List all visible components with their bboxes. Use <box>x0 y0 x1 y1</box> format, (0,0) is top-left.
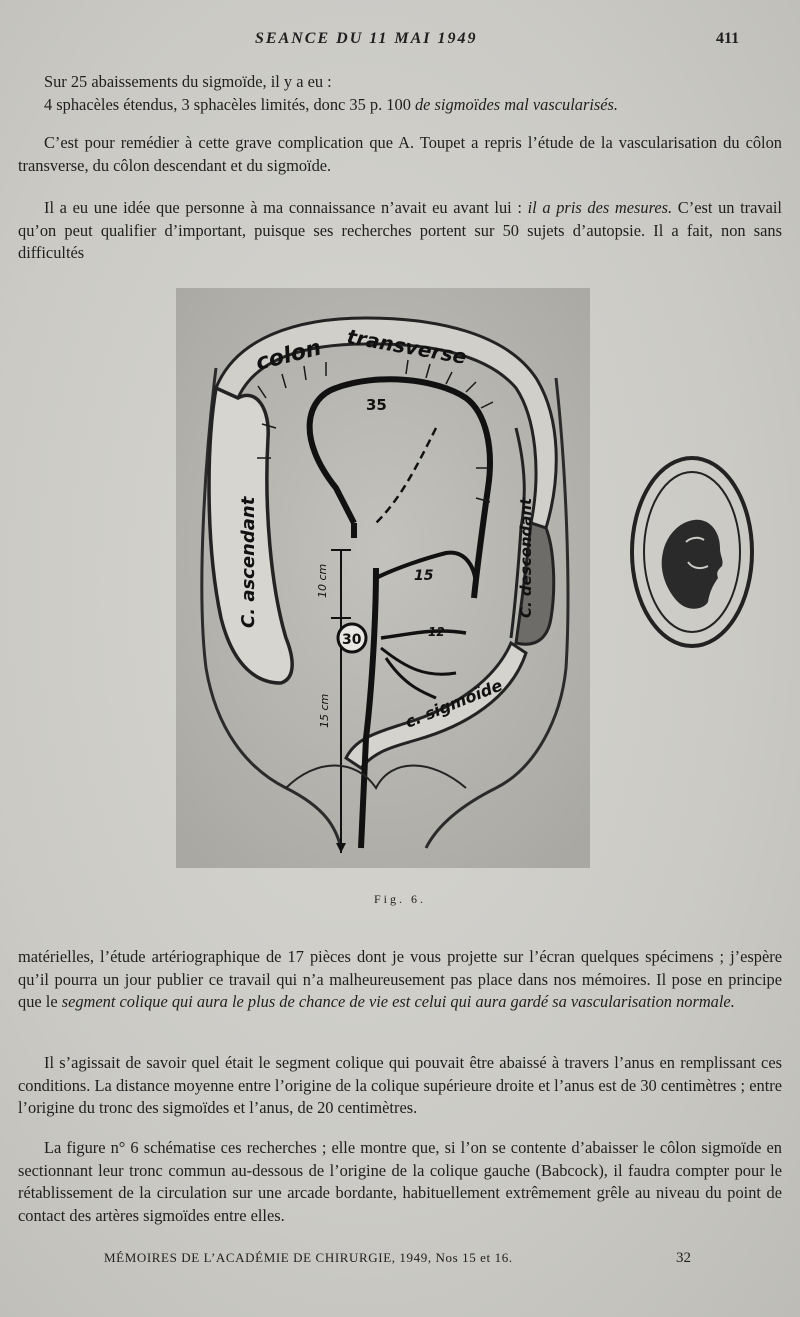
figure-caption: Fig. 6. <box>373 892 426 906</box>
label-35: 35 <box>366 396 387 414</box>
colon-vascular-diagram <box>176 288 590 868</box>
paragraph-4-italic: segment colique qui aura le plus de chance de vie est celui qui aura gardé sa vascularisation normale. <box>61 992 735 1012</box>
paragraph-3 <box>18 197 782 265</box>
page-footer <box>0 1250 800 1272</box>
library-stamp <box>628 452 756 652</box>
intro-line-2: 4 sphacèles étendus, 3 sphacèles limités, donc 35 p. 100 <box>44 94 415 114</box>
intro-line-1: Sur 25 abaissements du sigmoïde, il y a eu : <box>44 72 332 91</box>
paragraph-6-text: La figure n° 6 schématise ces recherches ; elle montre que, si l’on se contente d’abaisser le côlon sigmoïde en sectionnant leur tronc commun au-dessous de l’origine de la colique gauche (Babcock), il faudra compter pour le rétablissement de la circulation sur une arcade bordante, habituellement extrêmement grêle au niveau du point de contact des artères sigmoïdes entre elles. <box>18 1138 782 1225</box>
label-30: 30 <box>342 632 362 648</box>
running-header <box>0 30 800 52</box>
label-transverse: transverse <box>345 324 469 369</box>
footer-text: MÉMOIRES DE L’ACADÉMIE DE CHIRURGIE, 1949, Nos 15 et 16. <box>104 1250 513 1265</box>
paragraph-5 <box>18 1052 782 1120</box>
paragraph-2 <box>18 132 782 177</box>
paragraph-6 <box>18 1137 782 1227</box>
figure-6-diagram <box>176 288 590 868</box>
label-sigmoide: c. sigmoïde <box>402 675 506 732</box>
paragraph-3-text-b: C’est un travail qu’on peut qualifier d’important, puisque ses recherches portent sur 50 sujets d’autopsie. Il a fait, non sans difficultés <box>18 198 782 263</box>
page-number: 411 <box>716 30 740 47</box>
paragraph-5-text: Il s’agissait de savoir quel était le segment colique qui pouvait être abaissé à travers l’anus en remplissant ces conditions. La distance moyenne entre l’origine de la colique supérieure droite et l’anus est de 30 centimètres ; entre l’origine du tronc des sigmoïdes et l’anus, de 20 centimètres. <box>18 1053 782 1118</box>
label-15cm: 15 cm <box>318 693 331 728</box>
paragraph-2-text: C’est pour remédier à cette grave complication que A. Toupet a repris l’étude de la vascularisation du côlon transverse, du côlon descendant et du sigmoïde. <box>18 133 782 175</box>
paragraph-4 <box>18 946 782 1014</box>
stamp-profile-icon <box>662 520 723 609</box>
paragraph-4-text: matérielles, l’étude artériographique de 17 pièces dont je vous projette sur l’écran quelques spécimens ; j’espère qu’il pourra un jour publier ce travail qui n’a malheureusement pas place dans nos mémoires. Il pose en principe que le <box>18 947 782 1012</box>
label-15: 15 <box>414 568 434 584</box>
label-ascendant: C. ascendant <box>238 496 259 628</box>
label-10cm: 10 cm <box>316 563 329 598</box>
label-descendant: C. descendant <box>517 497 535 618</box>
paragraph-intro <box>18 71 782 116</box>
label-12: 12 <box>428 625 445 639</box>
paragraph-3-italic: il a pris des mesures. <box>527 198 673 217</box>
label-colon: colon <box>253 335 324 376</box>
header-title: SEANCE DU 11 MAI 1949 <box>255 30 478 47</box>
footer-number: 32 <box>676 1250 691 1266</box>
intro-line-2-italic: de sigmoïdes mal vascularisés. <box>414 94 619 114</box>
paragraph-3-text-a: Il a eu une idée que personne à ma connaissance n’avait eu avant lui : <box>44 198 528 217</box>
